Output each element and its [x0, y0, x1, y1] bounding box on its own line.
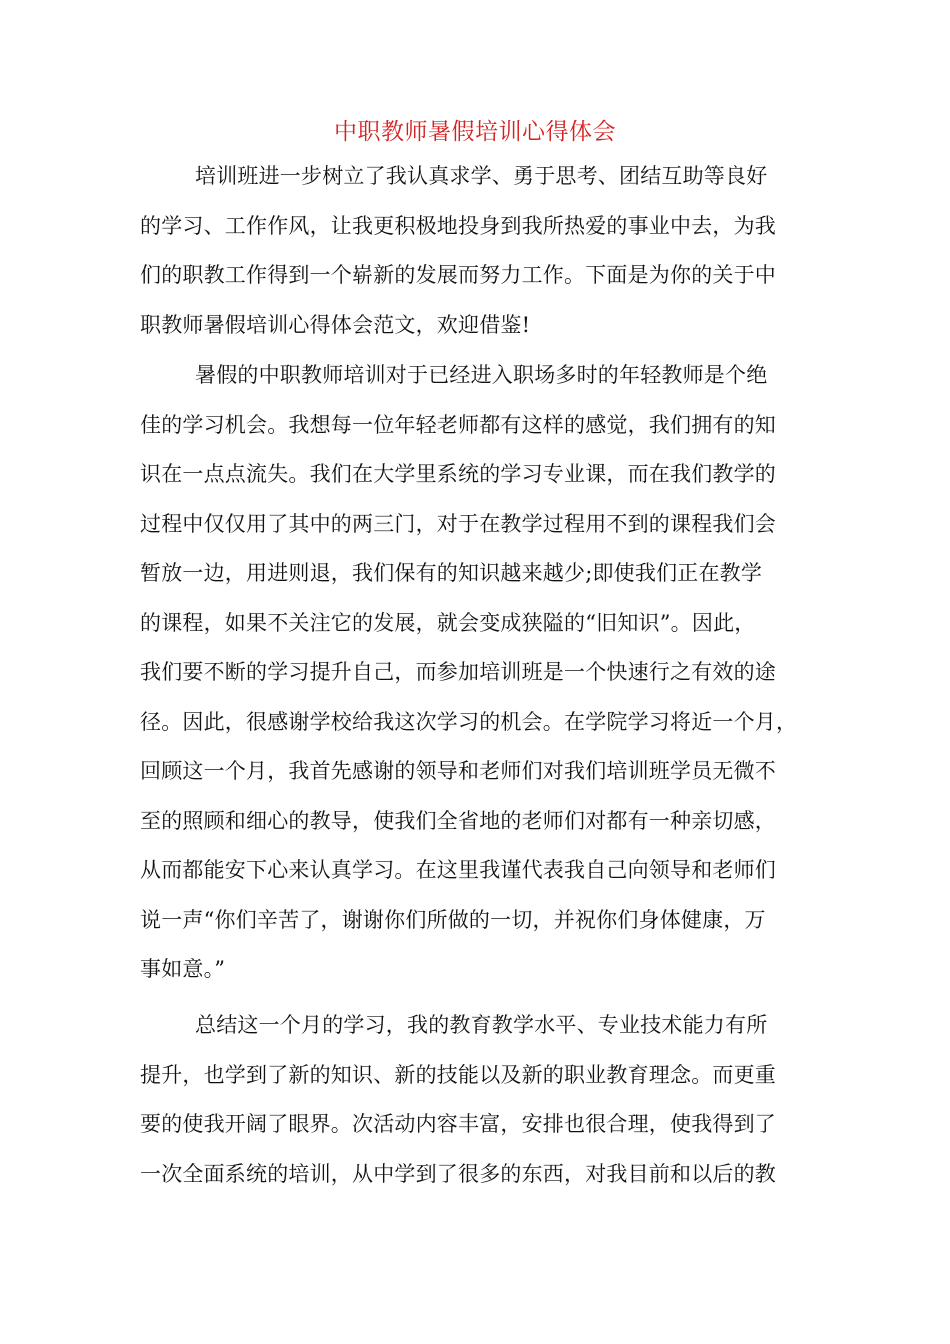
- paragraph-line: 们的职教工作得到一个崭新的发展而努力工作。下面是为你的关于中: [140, 263, 776, 287]
- paragraph-line: 径。因此，很感谢学校给我这次学习的机会。在学院学习将近一个月，: [140, 709, 798, 734]
- paragraph-line: 至的照顾和细心的教导，使我们全省地的老师们对都有一种亲切感，: [140, 808, 776, 833]
- paragraph-line: 的课程，如果不关注它的发展，就会变成狭隘的“旧知识”。因此，: [140, 610, 756, 635]
- paragraph-line: 提升，也学到了新的知识、新的技能以及新的职业教育理念。而更重: [140, 1062, 776, 1087]
- paragraph-line: 培训班进一步树立了我认真求学、勇于思考、团结互助等良好: [195, 164, 768, 188]
- paragraph-line: 识在一点点流失。我们在大学里系统的学习专业课，而在我们教学的: [140, 462, 776, 486]
- paragraph-intro: [140, 152, 816, 350]
- paragraph-line: 我们要不断的学习提升自己，而参加培训班是一个快速行之有效的途: [140, 660, 776, 684]
- paragraph-summary: [140, 1001, 816, 1199]
- paragraph-line: 要的使我开阔了眼界。次活动内容丰富，安排也很合理，使我得到了: [140, 1112, 776, 1136]
- paragraph-line: 事如意。”: [140, 957, 226, 981]
- document-title: 中职教师暑假培训心得体会: [334, 119, 616, 145]
- paragraph-line: 的学习、工作作风，让我更积极地投身到我所热爱的事业中去，为我: [140, 213, 776, 238]
- paragraph-line: 暑假的中职教师培训对于已经进入职场多时的年轻教师是个绝: [195, 363, 768, 387]
- paragraph-line: 佳的学习机会。我想每一位年轻老师都有这样的感觉，我们拥有的知: [140, 412, 776, 437]
- paragraph-line: 总结这一个月的学习，我的教育教学水平、专业技术能力有所: [195, 1013, 768, 1037]
- paragraph-line: 一次全面系统的培训，从中学到了很多的东西，对我目前和以后的教: [140, 1161, 776, 1186]
- paragraph-line: 暂放一边，用进则退，我们保有的知识越来越少;即使我们正在教学: [140, 561, 763, 585]
- paragraph-line: 从而都能安下心来认真学习。在这里我谨代表我自己向领导和老师们: [140, 858, 776, 882]
- paragraph-line: 回顾这一个月，我首先感谢的领导和老师们对我们培训班学员无微不: [140, 759, 776, 783]
- paragraph-line: 过程中仅仅用了其中的两三门，对于在教学过程用不到的课程我们会: [140, 511, 776, 536]
- paragraph-line: 职教师暑假培训心得体会范文，欢迎借鉴!: [140, 312, 531, 337]
- paragraph-line: 说一声“你们辛苦了，谢谢你们所做的一切，并祝你们身体健康，万: [140, 907, 766, 932]
- paragraph-body: [140, 351, 816, 995]
